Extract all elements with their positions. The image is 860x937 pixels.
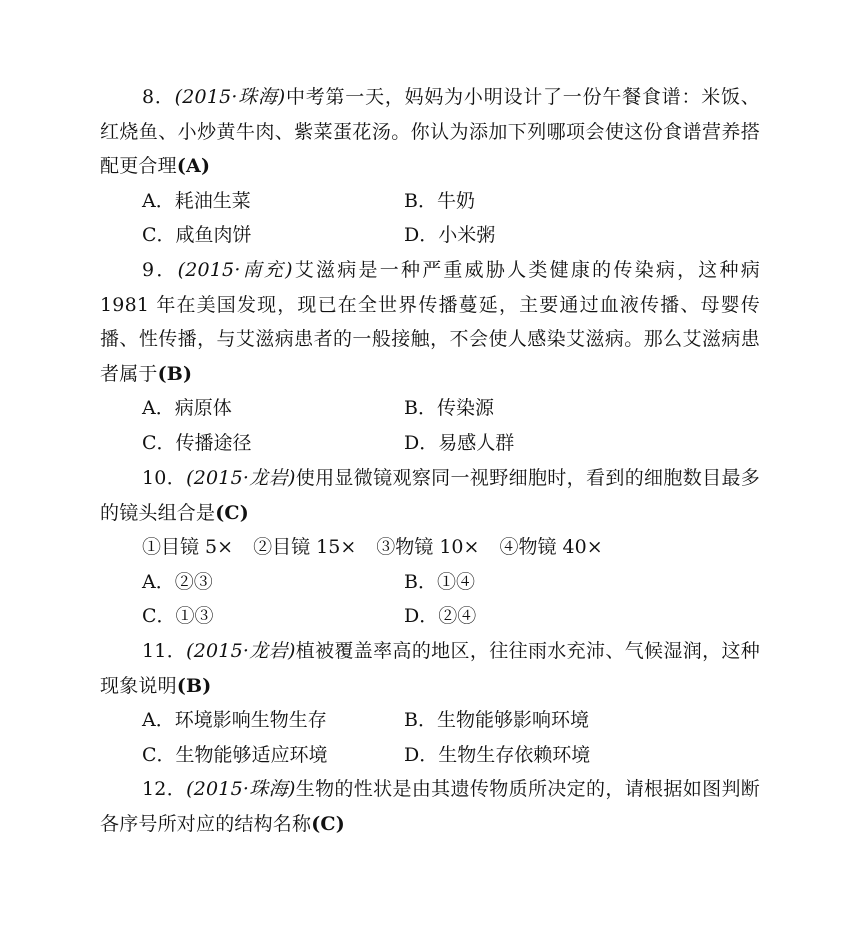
lens-items: [100, 530, 760, 565]
question-answer: (C): [311, 812, 345, 835]
option-b: B．传染源: [404, 397, 494, 419]
option-a: A．环境影响生物生存: [142, 709, 327, 731]
option-d: D．小米粥: [404, 224, 496, 246]
options-row: [100, 218, 760, 253]
lens-item: ③物镜 10×: [376, 536, 480, 558]
option-a: A．耗油生菜: [142, 189, 251, 212]
question-source: (2015·龙岩): [186, 467, 296, 489]
question-text: 中考第一天，妈妈为小明设计了一份午餐食谱：米饭、红烧鱼、小炒黄牛肉、紫菜蛋花汤。你认为添加下列哪项会使这份食谱营养搭配更合理: [100, 86, 760, 177]
question-stem: [100, 461, 760, 530]
question-answer: (B): [157, 362, 193, 385]
option-c: C．①③: [142, 605, 214, 627]
option-a: A．②③: [142, 570, 213, 593]
question-source: (2015·龙岩): [186, 640, 296, 662]
question-8: [100, 80, 760, 253]
question-text: 使用显微镜观察同一视野细胞时，看到的细胞数目最多的镜头组合是: [100, 467, 761, 524]
question-9: [100, 253, 760, 460]
option-d: D．生物生存依赖环境: [404, 743, 591, 766]
option-b: B．生物能够影响环境: [404, 709, 589, 731]
options-row: [100, 565, 760, 600]
question-text: 生物的性状是由其遗传物质所决定的，请根据如图判断各序号所对应的结构名称: [100, 778, 761, 835]
question-answer: (C): [215, 501, 249, 524]
question-stem: [100, 772, 760, 841]
option-d: D．易感人群: [404, 431, 515, 454]
question-12: [100, 772, 760, 841]
question-source: (2015·珠海): [174, 86, 286, 108]
question-source: (2015·珠海): [186, 778, 296, 800]
question-source: (2015·南充): [177, 259, 293, 281]
question-11: [100, 634, 760, 772]
options-row: [100, 184, 760, 219]
question-number: 10．: [142, 467, 187, 489]
question-number: 12．: [142, 778, 187, 800]
option-c: C．咸鱼肉饼: [142, 224, 252, 246]
options-row: [100, 391, 760, 426]
question-number: 8．: [142, 86, 175, 108]
question-stem: [100, 253, 760, 391]
question-answer: (B): [176, 674, 212, 697]
lens-item: ①目镜 5×: [142, 536, 234, 558]
option-c: C．传播途径: [142, 431, 252, 454]
options-row: [100, 599, 760, 634]
question-text: 艾滋病是一种严重威胁人类健康的传染病，这种病 1981 年在美国发现，现已在全世界传播蔓延，主要通过血液传播、母婴传播、性传播，与艾滋病患者的一般接触，不会使人感染艾滋病。那么艾滋病患者属于: [100, 259, 760, 385]
question-text: 植被覆盖率高的地区，往往雨水充沛、气候湿润，这种现象说明: [100, 640, 761, 697]
lens-item: ②目镜 15×: [253, 536, 357, 558]
option-d: D．②④: [404, 605, 477, 627]
lens-item: ④物镜 40×: [499, 536, 603, 558]
option-b: B．牛奶: [404, 189, 475, 212]
option-b: B．①④: [404, 570, 475, 593]
options-row: [100, 738, 760, 773]
question-10: [100, 461, 760, 634]
options-row: [100, 703, 760, 738]
question-answer: (A): [176, 155, 211, 177]
option-a: A．病原体: [142, 397, 232, 419]
question-number: 11．: [142, 640, 187, 662]
question-number: 9．: [142, 259, 178, 281]
question-stem: [100, 80, 760, 184]
question-stem: [100, 634, 760, 703]
options-row: [100, 426, 760, 461]
option-c: C．生物能够适应环境: [142, 743, 328, 766]
